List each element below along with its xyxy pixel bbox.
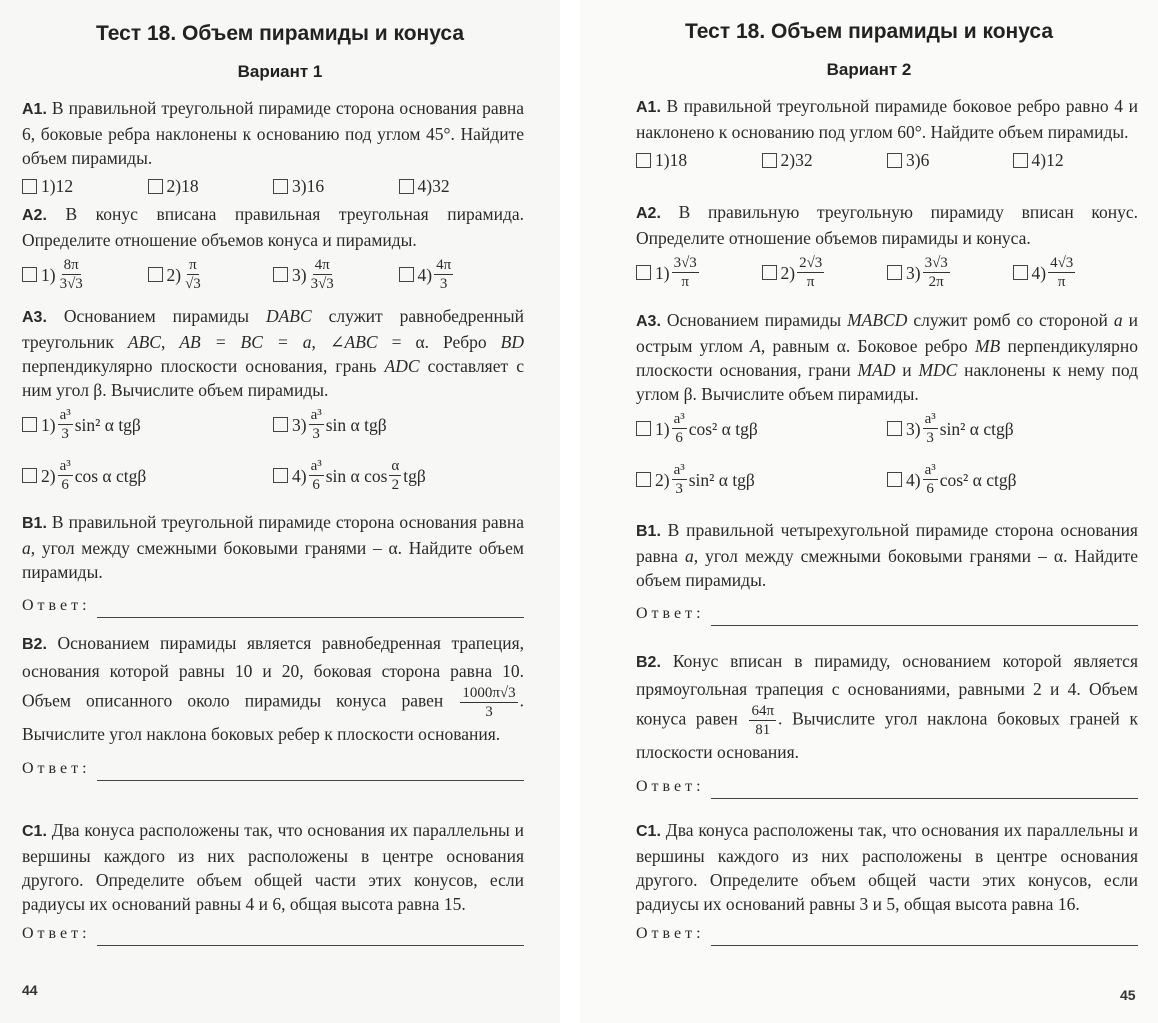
text-segment: В правильной треугольной пирамиде боковое ребро равно 4 и наклонено к основанию под углом 60°. Найдите объем пирамиды. — [636, 96, 1138, 142]
checkbox[interactable] — [636, 265, 651, 280]
text-segment: Конус вписан в пирамиду, основанием которой является прямоугольная трапеция с основаниями, равными 2 и 4. Объем конуса равен — [636, 651, 1138, 729]
question-text — [22, 818, 524, 916]
fraction — [672, 461, 687, 498]
answer-line[interactable] — [711, 611, 1138, 626]
text-segment: Два конуса расположены так, что основания их параллельны и вершины каждого из них расположены в центре основания другого. Определите объем общей части этих конусов, если радиусы их оснований равны 4 и 6, общая высота равна 15. — [22, 820, 524, 914]
checkbox[interactable] — [399, 179, 414, 194]
answer-field[interactable] — [22, 594, 524, 618]
option-number: 4) — [1031, 262, 1047, 283]
question-text — [636, 200, 1138, 250]
fraction-denominator: 6 — [61, 477, 69, 493]
answer-label: Ответ: — [22, 760, 91, 777]
fraction-numerator: a³ — [924, 462, 936, 478]
math-variable: BD — [500, 332, 524, 352]
fraction-denominator: 3√3 — [59, 276, 83, 292]
text-segment: , равным α. Боковое ребро — [760, 336, 975, 356]
checkbox[interactable] — [887, 472, 902, 487]
answer-options — [636, 148, 1138, 172]
question-а1 — [636, 94, 1138, 172]
option-number: 3) — [292, 414, 307, 435]
fraction — [460, 684, 517, 721]
fraction-denominator: 6 — [675, 430, 683, 446]
fraction-numerator: α — [391, 458, 400, 474]
checkbox[interactable] — [1013, 153, 1028, 168]
option-expression: sin² α ctgβ — [939, 418, 1014, 439]
question-label: С1. — [636, 823, 661, 840]
option-number: 2) — [166, 176, 182, 196]
answer-option-3[interactable] — [887, 254, 1013, 291]
option-number: 2) — [780, 262, 796, 283]
checkbox[interactable] — [636, 472, 651, 487]
question-text — [22, 202, 524, 252]
text-segment: Основанием пирамиды является равнобедренная трапеция, основания которой равны 10 и 20, боковая сторона равна 10. Объем описанного около пирамиды конуса равен — [22, 633, 524, 711]
answer-option-2[interactable] — [762, 254, 888, 291]
option-number: 1) — [41, 176, 56, 196]
answer-option-4[interactable] — [399, 174, 525, 198]
fraction — [434, 256, 453, 293]
fraction-numerator: 3√3 — [924, 255, 948, 271]
text-segment: служит ромб со стороной — [907, 310, 1114, 330]
fraction — [58, 406, 73, 443]
question-label: А2. — [636, 205, 661, 222]
option-value: 32 — [795, 150, 813, 170]
text-segment: . Вычислите угол наклона боковых ребер к плоскости основания. — [22, 690, 524, 744]
question-label: А1. — [636, 99, 661, 116]
answer-option-3[interactable] — [887, 148, 1013, 172]
answer-option-1[interactable] — [22, 406, 273, 443]
option-expression: sin α tgβ — [325, 414, 387, 435]
fraction-denominator: 3 — [312, 426, 320, 442]
option-value: 32 — [432, 176, 450, 196]
math-variable: MDC — [918, 360, 958, 380]
option-number: 4) — [417, 176, 433, 196]
text-segment: Два конуса расположены так, что основания их параллельны и вершины каждого из них расположены в центре основания другого. Определите объем общей части этих конусов, если радиусы их оснований равны 3 и 5, общая высота равна 16. — [636, 820, 1138, 914]
answer-options — [22, 406, 524, 494]
fraction — [923, 461, 938, 498]
text-segment: , угол между смежными боковыми гранями – α. Найдите объем пирамиды. — [22, 538, 524, 582]
option-number: 1) — [41, 264, 56, 285]
answer-option-1[interactable] — [636, 410, 887, 447]
text-segment: перпендикулярно плоскости основания, грань — [22, 356, 385, 376]
fraction — [923, 410, 938, 447]
fraction-denominator: 3 — [485, 704, 493, 720]
page-left — [0, 0, 560, 1023]
fraction-denominator: 3 — [675, 481, 683, 497]
option-number: 1) — [655, 262, 670, 283]
text-segment: . Вычислите угол наклона боковых граней к плоскости основания. — [636, 708, 1138, 762]
answer-label: Ответ: — [636, 605, 705, 622]
answer-field[interactable] — [636, 775, 1138, 799]
question-с1 — [636, 818, 1138, 946]
answer-option-4[interactable] — [887, 461, 1138, 498]
math-variable: a — [684, 546, 694, 566]
option-number: 3) — [292, 264, 307, 285]
checkbox[interactable] — [399, 267, 414, 282]
question-label: А3. — [636, 313, 661, 330]
checkbox[interactable] — [1013, 265, 1028, 280]
checkbox[interactable] — [636, 421, 651, 436]
answer-option-1[interactable] — [636, 148, 762, 172]
text-segment: и — [895, 360, 919, 380]
option-number: 3) — [292, 176, 307, 196]
fraction-denominator: π — [1057, 274, 1066, 290]
text-segment: составляет с ним угол β. Вычислите объем пирамиды. — [22, 356, 524, 400]
question-text — [636, 818, 1138, 916]
fraction-numerator: 4π — [436, 257, 452, 273]
answer-line[interactable] — [711, 931, 1138, 946]
test-title: Тест 18. Объем пирамиды и конуса — [95, 22, 465, 45]
checkbox[interactable] — [273, 417, 288, 432]
fraction-numerator: 64π — [751, 703, 775, 719]
fraction-denominator: 6 — [926, 481, 934, 497]
answer-line[interactable] — [97, 931, 524, 946]
math-variable: ADC — [384, 356, 420, 376]
text-segment: В правильной треугольной пирамиде сторона основания равна — [46, 512, 524, 532]
text-segment: , ∠ — [311, 332, 345, 352]
fraction-numerator: a³ — [310, 458, 322, 474]
question-а1 — [22, 96, 524, 198]
question-с1 — [22, 818, 524, 946]
answer-options — [22, 256, 524, 293]
text-segment: В правильной четырехугольной пирамиде сторона основания равна — [636, 520, 1138, 566]
math-variable: MAD — [857, 360, 896, 380]
checkbox[interactable] — [273, 267, 288, 282]
answer-option-1[interactable] — [636, 254, 762, 291]
text-segment: = α. Ребро — [377, 332, 501, 352]
fraction — [672, 410, 687, 447]
math-variable: a — [1113, 310, 1123, 330]
fraction-denominator: 2 — [391, 477, 400, 493]
question-label: В1. — [22, 515, 47, 532]
checkbox[interactable] — [762, 265, 777, 280]
checkbox[interactable] — [22, 468, 37, 483]
text-segment: наклонены к нему под углом β. Вычислите объем пирамиды. — [636, 360, 1138, 404]
fraction — [749, 702, 776, 739]
question-а2 — [22, 202, 524, 293]
answer-label: Ответ: — [22, 925, 91, 942]
option-expression: cos² α tgβ — [688, 418, 758, 439]
question-label: В2. — [636, 654, 661, 671]
answer-field[interactable] — [636, 922, 1138, 946]
question-в1 — [636, 518, 1138, 626]
fraction-numerator: 2√3 — [799, 255, 823, 271]
option-number: 3) — [906, 262, 921, 283]
fraction-numerator: π — [189, 257, 197, 273]
fraction — [183, 256, 203, 293]
question-в1 — [22, 510, 524, 618]
text-segment: В правильную треугольную пирамиду вписан конус. Определите отношение объемов пирамиды и конуса. — [636, 202, 1138, 248]
question-label: А2. — [22, 207, 47, 224]
math-variable: AB = BC = a — [179, 332, 312, 352]
option-expression: tgβ — [403, 465, 426, 486]
fraction — [923, 254, 950, 291]
fraction-denominator: π — [806, 274, 815, 290]
checkbox[interactable] — [22, 267, 37, 282]
checkbox[interactable] — [148, 179, 163, 194]
question-в2 — [22, 630, 524, 781]
text-segment: служит равнобедренный треугольник — [22, 306, 524, 352]
text-segment: Основанием пирамиды — [660, 310, 848, 330]
answer-option-1[interactable] — [22, 174, 148, 198]
fraction-numerator: a³ — [924, 411, 936, 427]
fraction-numerator: 4π — [314, 257, 330, 273]
fraction-denominator: π — [681, 274, 689, 290]
answer-option-1[interactable] — [22, 256, 148, 293]
option-value: 6 — [920, 150, 930, 170]
fraction-denominator: 3√3 — [310, 276, 334, 292]
fraction — [309, 406, 324, 443]
page-number: 44 — [22, 982, 38, 998]
checkbox[interactable] — [22, 417, 37, 432]
answer-options — [636, 410, 1138, 498]
text-segment: и острым углом — [636, 310, 1138, 356]
question-text — [22, 630, 524, 747]
math-variable: DABC — [265, 306, 312, 326]
question-text — [22, 304, 524, 402]
answer-field[interactable] — [22, 922, 524, 946]
math-variable: ABC — [127, 332, 161, 352]
fraction-numerator: a³ — [673, 462, 685, 478]
fraction-numerator: 4√3 — [1050, 255, 1074, 271]
checkbox[interactable] — [887, 265, 902, 280]
text-segment: В правильной треугольной пирамиде сторона основания равна 6, боковые ребра наклонены к основанию под углом 45°. Найдите объем пирамиды. — [22, 98, 524, 168]
text-segment: В конус вписана правильная треугольная пирамида. Определите отношение объемов конуса и пирамиды. — [22, 204, 524, 250]
fraction — [58, 256, 85, 293]
fraction-numerator: a³ — [59, 407, 71, 423]
fraction — [797, 254, 824, 291]
question-text — [636, 94, 1138, 144]
answer-option-4[interactable] — [1013, 254, 1139, 291]
option-number: 1) — [655, 418, 670, 439]
option-expression: cos α ctgβ — [74, 465, 147, 486]
option-expression: sin α cos — [325, 465, 388, 486]
option-number: 3) — [906, 150, 921, 170]
option-value: 16 — [306, 176, 325, 196]
answer-line[interactable] — [711, 784, 1138, 799]
fraction-denominator: 2π — [928, 274, 944, 290]
answer-option-2[interactable] — [148, 174, 274, 198]
option-number: 2) — [655, 469, 670, 490]
option-number: 4) — [1031, 150, 1047, 170]
page-right — [580, 0, 1158, 1023]
answer-label: Ответ: — [636, 925, 705, 942]
answer-options — [636, 254, 1138, 291]
text-segment: , — [160, 332, 180, 352]
fraction-numerator: a³ — [310, 407, 322, 423]
option-number: 4) — [292, 465, 307, 486]
answer-label: Ответ: — [636, 778, 705, 795]
option-expression: cos² α ctgβ — [939, 469, 1017, 490]
answer-line[interactable] — [97, 603, 524, 618]
option-number: 1) — [655, 150, 670, 170]
option-number: 2) — [41, 465, 56, 486]
checkbox[interactable] — [887, 153, 902, 168]
question-text — [636, 648, 1138, 765]
question-text — [22, 510, 524, 584]
fraction-numerator: 8π — [63, 257, 79, 273]
page-number: 45 — [1120, 987, 1136, 1003]
question-а3 — [636, 308, 1138, 498]
option-value: 12 — [1046, 150, 1064, 170]
answer-field[interactable] — [22, 757, 524, 781]
option-expression: sin² α tgβ — [74, 414, 141, 435]
math-variable: ABC — [344, 332, 378, 352]
option-number: 2) — [780, 150, 796, 170]
fraction-denominator: 3 — [926, 430, 934, 446]
fraction-denominator: 3 — [439, 276, 448, 292]
answer-field[interactable] — [636, 602, 1138, 626]
question-а3 — [22, 304, 524, 494]
option-value: 18 — [669, 150, 688, 170]
checkbox[interactable] — [762, 153, 777, 168]
text-segment: , угол между смежными боковыми гранями – α. Найдите объем пирамиды. — [636, 546, 1138, 590]
question-label: А1. — [22, 101, 47, 118]
question-label: В1. — [636, 523, 661, 540]
option-number: 1) — [41, 414, 56, 435]
fraction — [1048, 254, 1075, 291]
question-text — [636, 518, 1138, 592]
variant-heading: Вариант 1 — [237, 62, 323, 81]
answer-label: Ответ: — [22, 597, 91, 614]
answer-option-2[interactable] — [636, 461, 887, 498]
question-label: С1. — [22, 823, 47, 840]
checkbox[interactable] — [273, 468, 288, 483]
math-variable: MB — [974, 336, 1001, 356]
checkbox[interactable] — [887, 421, 902, 436]
checkbox[interactable] — [148, 267, 163, 282]
test-title: Тест 18. Объем пирамиды и конуса — [684, 20, 1054, 43]
fraction-numerator: 3√3 — [673, 255, 697, 271]
math-variable: MABCD — [847, 310, 908, 330]
option-number: 4) — [417, 264, 433, 285]
fraction — [309, 457, 324, 494]
option-number: 4) — [906, 469, 921, 490]
fraction — [672, 254, 699, 291]
fraction — [58, 457, 73, 494]
answer-option-4[interactable] — [1013, 148, 1139, 172]
question-в2 — [636, 648, 1138, 799]
fraction-denominator: 81 — [755, 722, 771, 738]
question-label: В2. — [22, 636, 47, 653]
answer-option-3[interactable] — [273, 256, 399, 293]
checkbox[interactable] — [273, 179, 288, 194]
option-value: 18 — [181, 176, 199, 196]
fraction — [309, 256, 336, 293]
answer-option-2[interactable] — [22, 457, 273, 494]
option-expression: sin² α tgβ — [688, 469, 755, 490]
fraction-denominator: 3 — [61, 426, 69, 442]
option-number: 2) — [166, 264, 182, 285]
answer-line[interactable] — [97, 766, 524, 781]
fraction-numerator: a³ — [59, 458, 71, 474]
answer-option-2[interactable] — [762, 148, 888, 172]
question-а2 — [636, 200, 1138, 291]
answer-option-2[interactable] — [148, 256, 274, 293]
checkbox[interactable] — [22, 179, 37, 194]
text-segment: перпендикулярно плоскости основания, грани — [636, 336, 1138, 380]
option-number: 3) — [906, 418, 921, 439]
answer-options — [22, 174, 524, 198]
answer-option-3[interactable] — [273, 406, 524, 443]
fraction-numerator: a³ — [673, 411, 685, 427]
math-variable: a — [22, 538, 31, 558]
answer-option-3[interactable] — [887, 410, 1138, 447]
fraction-numerator: 1000π√3 — [462, 685, 516, 701]
answer-option-4[interactable] — [399, 256, 525, 293]
variant-heading: Вариант 2 — [826, 60, 912, 79]
question-text — [636, 308, 1138, 406]
math-variable: A — [750, 336, 761, 356]
fraction — [389, 457, 401, 494]
question-text — [22, 96, 524, 170]
text-segment: Основанием пирамиды — [46, 306, 266, 326]
question-label: А3. — [22, 309, 47, 326]
answer-option-4[interactable] — [273, 457, 524, 494]
fraction-denominator: 6 — [312, 477, 320, 493]
option-value: 12 — [55, 176, 74, 196]
checkbox[interactable] — [636, 153, 651, 168]
fraction-denominator: √3 — [185, 276, 201, 292]
answer-option-3[interactable] — [273, 174, 399, 198]
